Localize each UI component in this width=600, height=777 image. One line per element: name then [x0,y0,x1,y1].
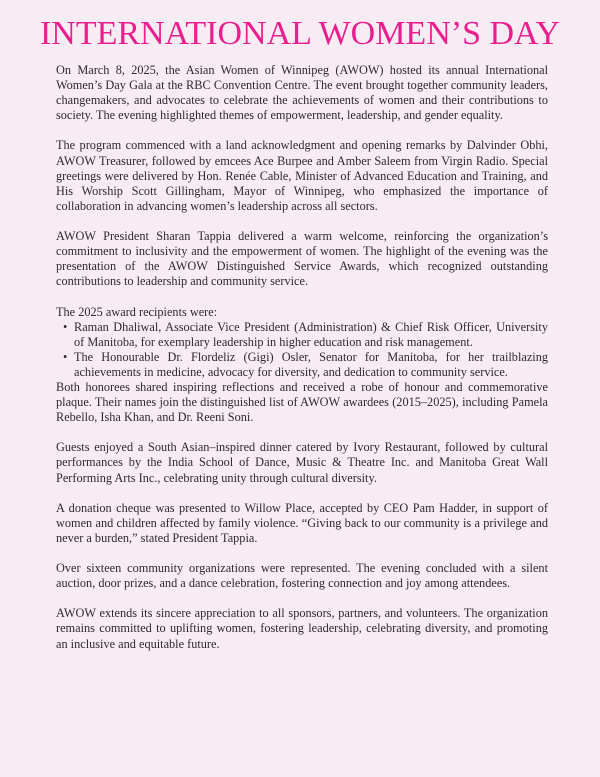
paragraph-president-welcome: AWOW President Sharan Tappia delivered a warm welcome, reinforcing the organization’s commitment to inclusivity and the empowerment of women. The highlight of the evening was the presentation of the AWOW Distinguished Service Awards, which recognized outstanding contributions to leadership and community service. [56,229,548,289]
list-item: • Raman Dhaliwal, Associate Vice President (Administration) & Chief Risk Officer, University of Manitoba, for exemplary leadership in higher education and risk management. [74,320,548,350]
paragraph-appreciation: AWOW extends its sincere appreciation to all sponsors, partners, and volunteers. The organization remains committed to uplifting women, fostering leadership, celebrating diversity, and promoting an inclusive and equitable future. [56,606,548,651]
paragraph-program: The program commenced with a land acknowledgment and opening remarks by Dalvinder Obhi, AWOW Treasurer, followed by emcees Ace Burpee and Amber Saleem from Virgin Radio. Special greetings were delivered by Hon. Renée Cable, Minister of Advanced Education and Training, and His Worship Scott Gillingham, Mayor of Winnipeg, who emphasized the importance of collaboration in advancing women’s leadership across all sectors. [56,138,548,213]
paragraph-dinner: Guests enjoyed a South Asian–inspired dinner catered by Ivory Restaurant, followed by cultural performances by the India School of Dance, Music & Theatre Inc. and Manitoba Great Wall Performing Arts Inc., celebrating unity through cultural diversity. [56,440,548,485]
paragraph-donation: A donation cheque was presented to Willow Place, accepted by CEO Pam Hadder, in support of women and children affected by family violence. “Giving back to our community is a privilege and never a burden,” stated President Tappia. [56,500,548,545]
page-title: INTERNATIONAL WOMEN’S DAY [39,15,561,52]
list-item: • The Honourable Dr. Flordeliz (Gigi) Osler, Senator for Manitoba, for her trailblazing achievements in medicine, advocacy for diversity, and dedication to community service. [74,350,548,380]
paragraph-organizations: Over sixteen community organizations were represented. The evening concluded with a silent auction, door prizes, and a dance celebration, fostering connection and joy among attendees. [56,561,548,591]
paragraph-gala-intro: On March 8, 2025, the Asian Women of Winnipeg (AWOW) hosted its annual International Women’s Day Gala at the RBC Convention Centre. The event brought together community leaders, changemakers, and advocates to celebrate the achievements of women and their contributions to society. The evening highlighted themes of empowerment, leadership, and gender equality. [56,63,548,123]
paragraph-honorees: Both honorees shared inspiring reflections and received a robe of honour and commemorative plaque. Their names join the distinguished list of AWOW awardees (2015–2025), including Pamela Rebello, Isha Khan, and Dr. Reeni Soni. [56,379,548,425]
article-body [56,63,548,667]
recipients-list [56,320,548,380]
paragraph-recipients-intro: The 2025 award recipients were: [56,304,218,319]
